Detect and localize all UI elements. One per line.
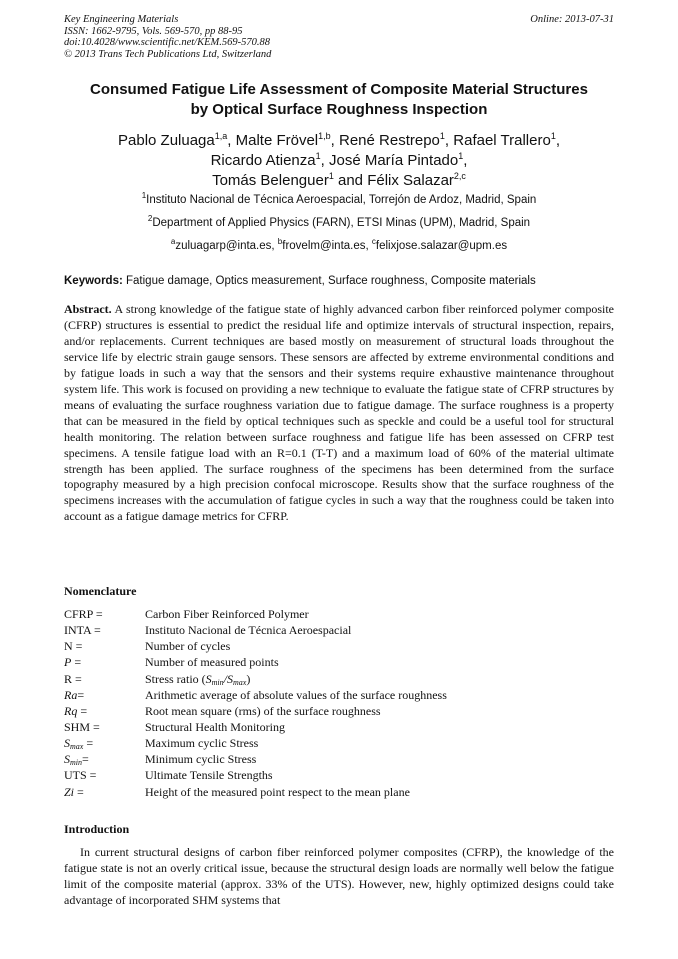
issn-line: ISSN: 1662-9795, Vols. 569-570, pp 88-95 bbox=[64, 25, 243, 37]
nomenclature-term bbox=[64, 784, 84, 800]
email-link[interactable]: felixjose.salazar@upm.es bbox=[375, 240, 508, 252]
nomenclature-row bbox=[64, 687, 614, 703]
keywords-text: Fatigue damage, Optics measurement, Surface roughness, Composite materials bbox=[126, 275, 536, 287]
nomenclature-term bbox=[64, 654, 81, 670]
nomenclature-definition: Number of measured points bbox=[145, 655, 279, 670]
author-name: René Restrepo bbox=[339, 132, 440, 149]
author-affil-mark: 1 bbox=[439, 131, 445, 141]
nomenclature-term bbox=[64, 703, 87, 719]
definition-text: Stress ratio ( bbox=[145, 671, 206, 686]
nomenclature-term: INTA = bbox=[64, 623, 101, 638]
affiliation-text: Instituto Nacional de Técnica Aeroespacial, Torrejón de Ardoz, Madrid, Spain bbox=[146, 194, 537, 206]
equals-sign: = bbox=[83, 736, 94, 751]
author-list bbox=[40, 131, 638, 191]
author-name: Pablo Zuluaga bbox=[118, 132, 215, 149]
keywords-label: Keywords: bbox=[64, 275, 123, 287]
nomenclature-row bbox=[64, 622, 614, 638]
nomenclature-row bbox=[64, 671, 614, 687]
nomenclature-row bbox=[64, 606, 614, 622]
author-name: José María Pintado bbox=[328, 152, 459, 169]
nomenclature-definition: Carbon Fiber Reinforced Polymer bbox=[145, 607, 309, 621]
abstract bbox=[64, 302, 614, 525]
author-name: Malte Frövel bbox=[235, 132, 319, 149]
email-link[interactable]: zuluagarp@inta.es bbox=[175, 240, 272, 252]
nomenclature-definition: Structural Health Monitoring bbox=[145, 719, 285, 734]
equals-sign: = bbox=[77, 703, 88, 718]
copyright-line: © 2013 Trans Tech Publications Ltd, Switzerland bbox=[64, 48, 272, 60]
subscript-text: min bbox=[211, 677, 224, 687]
author-affil-mark: 1 bbox=[458, 151, 464, 161]
affiliation-2 bbox=[40, 216, 638, 230]
slash: / bbox=[223, 671, 227, 686]
nomenclature-definition: Arithmetic average of absolute values of the surface roughness bbox=[145, 687, 447, 702]
author-name: Ricardo Atienza bbox=[210, 152, 316, 169]
nomenclature-definition: Number of cycles bbox=[145, 639, 231, 654]
author-line-1: Pablo Zuluaga$^{1,a}$, Malte Frövel$^{1,b}$, René Restrepo$^1$, Rafael Trallero$^1$, bbox=[118, 131, 560, 149]
author-line-2: Ricardo Atienza$^1$, José María Pintado$^1$, bbox=[210, 151, 468, 169]
introduction-heading: Introduction bbox=[64, 822, 130, 836]
nomenclature-term: R = bbox=[64, 671, 82, 686]
affiliation-mark: 2 bbox=[147, 214, 153, 223]
symbol: Rq bbox=[64, 703, 78, 718]
subscript bbox=[212, 678, 224, 687]
nomenclature-definition: Instituto Nacional de Técnica Aeroespacial bbox=[145, 623, 352, 638]
nomenclature-row bbox=[64, 784, 614, 800]
subscript-text: min bbox=[70, 758, 82, 768]
email-link[interactable]: frovelm@inta.es bbox=[282, 240, 366, 252]
email-mark: b bbox=[277, 237, 283, 246]
author-affil-mark: 1 bbox=[328, 171, 334, 181]
nomenclature-row bbox=[64, 638, 614, 654]
subscript bbox=[70, 758, 82, 767]
author-affil-mark: 1,b bbox=[318, 131, 331, 141]
nomenclature-row bbox=[64, 654, 614, 670]
nomenclature-term: UTS = bbox=[64, 768, 97, 783]
nomenclature-term bbox=[64, 735, 93, 751]
symbol: Ra bbox=[64, 687, 78, 702]
nomenclature-row bbox=[64, 751, 614, 767]
author-conjunction: and bbox=[338, 172, 364, 189]
journal-name: Key Engineering Materials bbox=[64, 14, 179, 25]
abstract-label: Abstract. bbox=[64, 302, 112, 316]
nomenclature-term bbox=[64, 687, 84, 703]
definition-text: ) bbox=[246, 671, 251, 686]
author-affil-mark: 1 bbox=[550, 131, 556, 141]
symbol: Zi bbox=[64, 784, 75, 799]
nomenclature-definition bbox=[145, 671, 250, 687]
keywords bbox=[64, 274, 614, 288]
nomenclature-list bbox=[64, 606, 614, 800]
author-affil-mark: 2,c bbox=[453, 171, 466, 181]
author-name: Tomás Belenguer bbox=[212, 172, 329, 189]
symbol: S bbox=[64, 752, 70, 767]
equals-sign: = bbox=[74, 784, 84, 799]
equals-sign: = bbox=[82, 752, 89, 767]
nomenclature-row bbox=[64, 703, 614, 719]
symbol: P bbox=[64, 655, 72, 670]
nomenclature-definition: Ultimate Tensile Strengths bbox=[145, 768, 273, 783]
email-mark: a bbox=[170, 237, 176, 246]
nomenclature-definition: Maximum cyclic Stress bbox=[145, 736, 259, 751]
subscript-text: max bbox=[233, 677, 247, 687]
abstract-text: A strong knowledge of the fatigue state of highly advanced carbon fiber reinforced polymer composite (CFRP) structures is essential to predict the residual life and optimize intervals of structural inspection, repairs, and/or replacements. Current techniques are based mostly on measurement of structural loads throughout the service life by electric strain gauge sensors. These sensors are affected by extreme environmental conditions and by fatigue loads in such a way that the sensors and their systems require exhaustive maintenance throughout system life. This work is focused on providing a new technique to evaluate the fatigue state of CFRP structures by means of evaluating the surface roughness variation due to fatigue damage. The surface roughness is a property that can be measured in the field by optical techniques such as speckle and could be a useful tool for structural health monitoring. The relation between surface roughness and fatigue life has been assessed on CFRP test specimens. A tensile fatigue load with an R=0.1 (T-T) and a maximum load of 60% of the material ultimate strength has been applied. The surface roughness of the specimens has been determined from the surface topography measured by a high precision confocal microscope. Results show that the surface roughness of the specimens increases with the accumulation of fatigue cycles in such a way that the roughness could be taken into account as a fatigue damage metrics for CFRP. bbox=[64, 302, 614, 524]
nomenclature-definition: Minimum cyclic Stress bbox=[145, 752, 257, 767]
nomenclature-term: N = bbox=[64, 639, 83, 654]
author-affil-mark: 1,a bbox=[214, 131, 228, 141]
nomenclature-definition: Root mean square (rms) of the surface roughness bbox=[145, 703, 381, 718]
equals-sign: = bbox=[71, 655, 82, 670]
nomenclature-term: SHM = bbox=[64, 719, 100, 734]
nomenclature-term: CFRP = bbox=[64, 607, 103, 621]
title-line-1: Consumed Fatigue Life Assessment of Composite Material Structures bbox=[90, 81, 588, 98]
nomenclature-heading: Nomenclature bbox=[64, 584, 137, 598]
symbol: S bbox=[64, 736, 70, 751]
nomenclature-row bbox=[64, 719, 614, 735]
author-affil-mark: 1 bbox=[315, 151, 321, 161]
email-mark: c bbox=[371, 237, 376, 246]
journal-header bbox=[64, 14, 614, 60]
introduction-paragraph: In current structural designs of carbon fiber reinforced polymer composites (CFRP), the knowledge of the fatigue state is not an overly critical issue, because the structural design loads are normally well below the fatigue limit of the composite material (approx. 33% of the UTS). However, new, highly optimized designs could take advantage of incorporated SHM systems that bbox=[64, 845, 614, 908]
nomenclature-definition: Height of the measured point respect to the mean plane bbox=[145, 784, 410, 799]
nomenclature-row bbox=[64, 735, 614, 751]
title-line-2: by Optical Surface Roughness Inspection bbox=[190, 101, 488, 118]
subscript bbox=[233, 678, 246, 687]
doi-line: doi:10.4028/www.scientific.net/KEM.569-570.88 bbox=[64, 37, 270, 48]
affiliation-text: Department of Applied Physics (FARN), ETSI Minas (UPM), Madrid, Spain bbox=[152, 217, 531, 229]
affiliation-1 bbox=[40, 193, 638, 207]
symbol: S bbox=[227, 671, 233, 686]
nomenclature-term bbox=[64, 751, 89, 767]
online-date: Online: 2013-07-31 bbox=[530, 14, 614, 25]
subscript bbox=[70, 742, 83, 751]
affiliation-mark: 1 bbox=[141, 191, 147, 200]
author-emails: $^a$zuluagarp@inta.es, $^b$frovelm@inta.es, $^c$felixjose.salazar@upm.es bbox=[170, 237, 508, 252]
author-name: Rafael Trallero bbox=[453, 132, 551, 149]
nomenclature-row bbox=[64, 767, 614, 783]
author-line-3 bbox=[40, 171, 638, 191]
subscript-text: max bbox=[70, 742, 84, 752]
author-name: Félix Salazar bbox=[367, 172, 454, 189]
paper-title bbox=[40, 80, 638, 120]
symbol: S bbox=[205, 671, 212, 686]
equals-sign: = bbox=[77, 687, 85, 702]
